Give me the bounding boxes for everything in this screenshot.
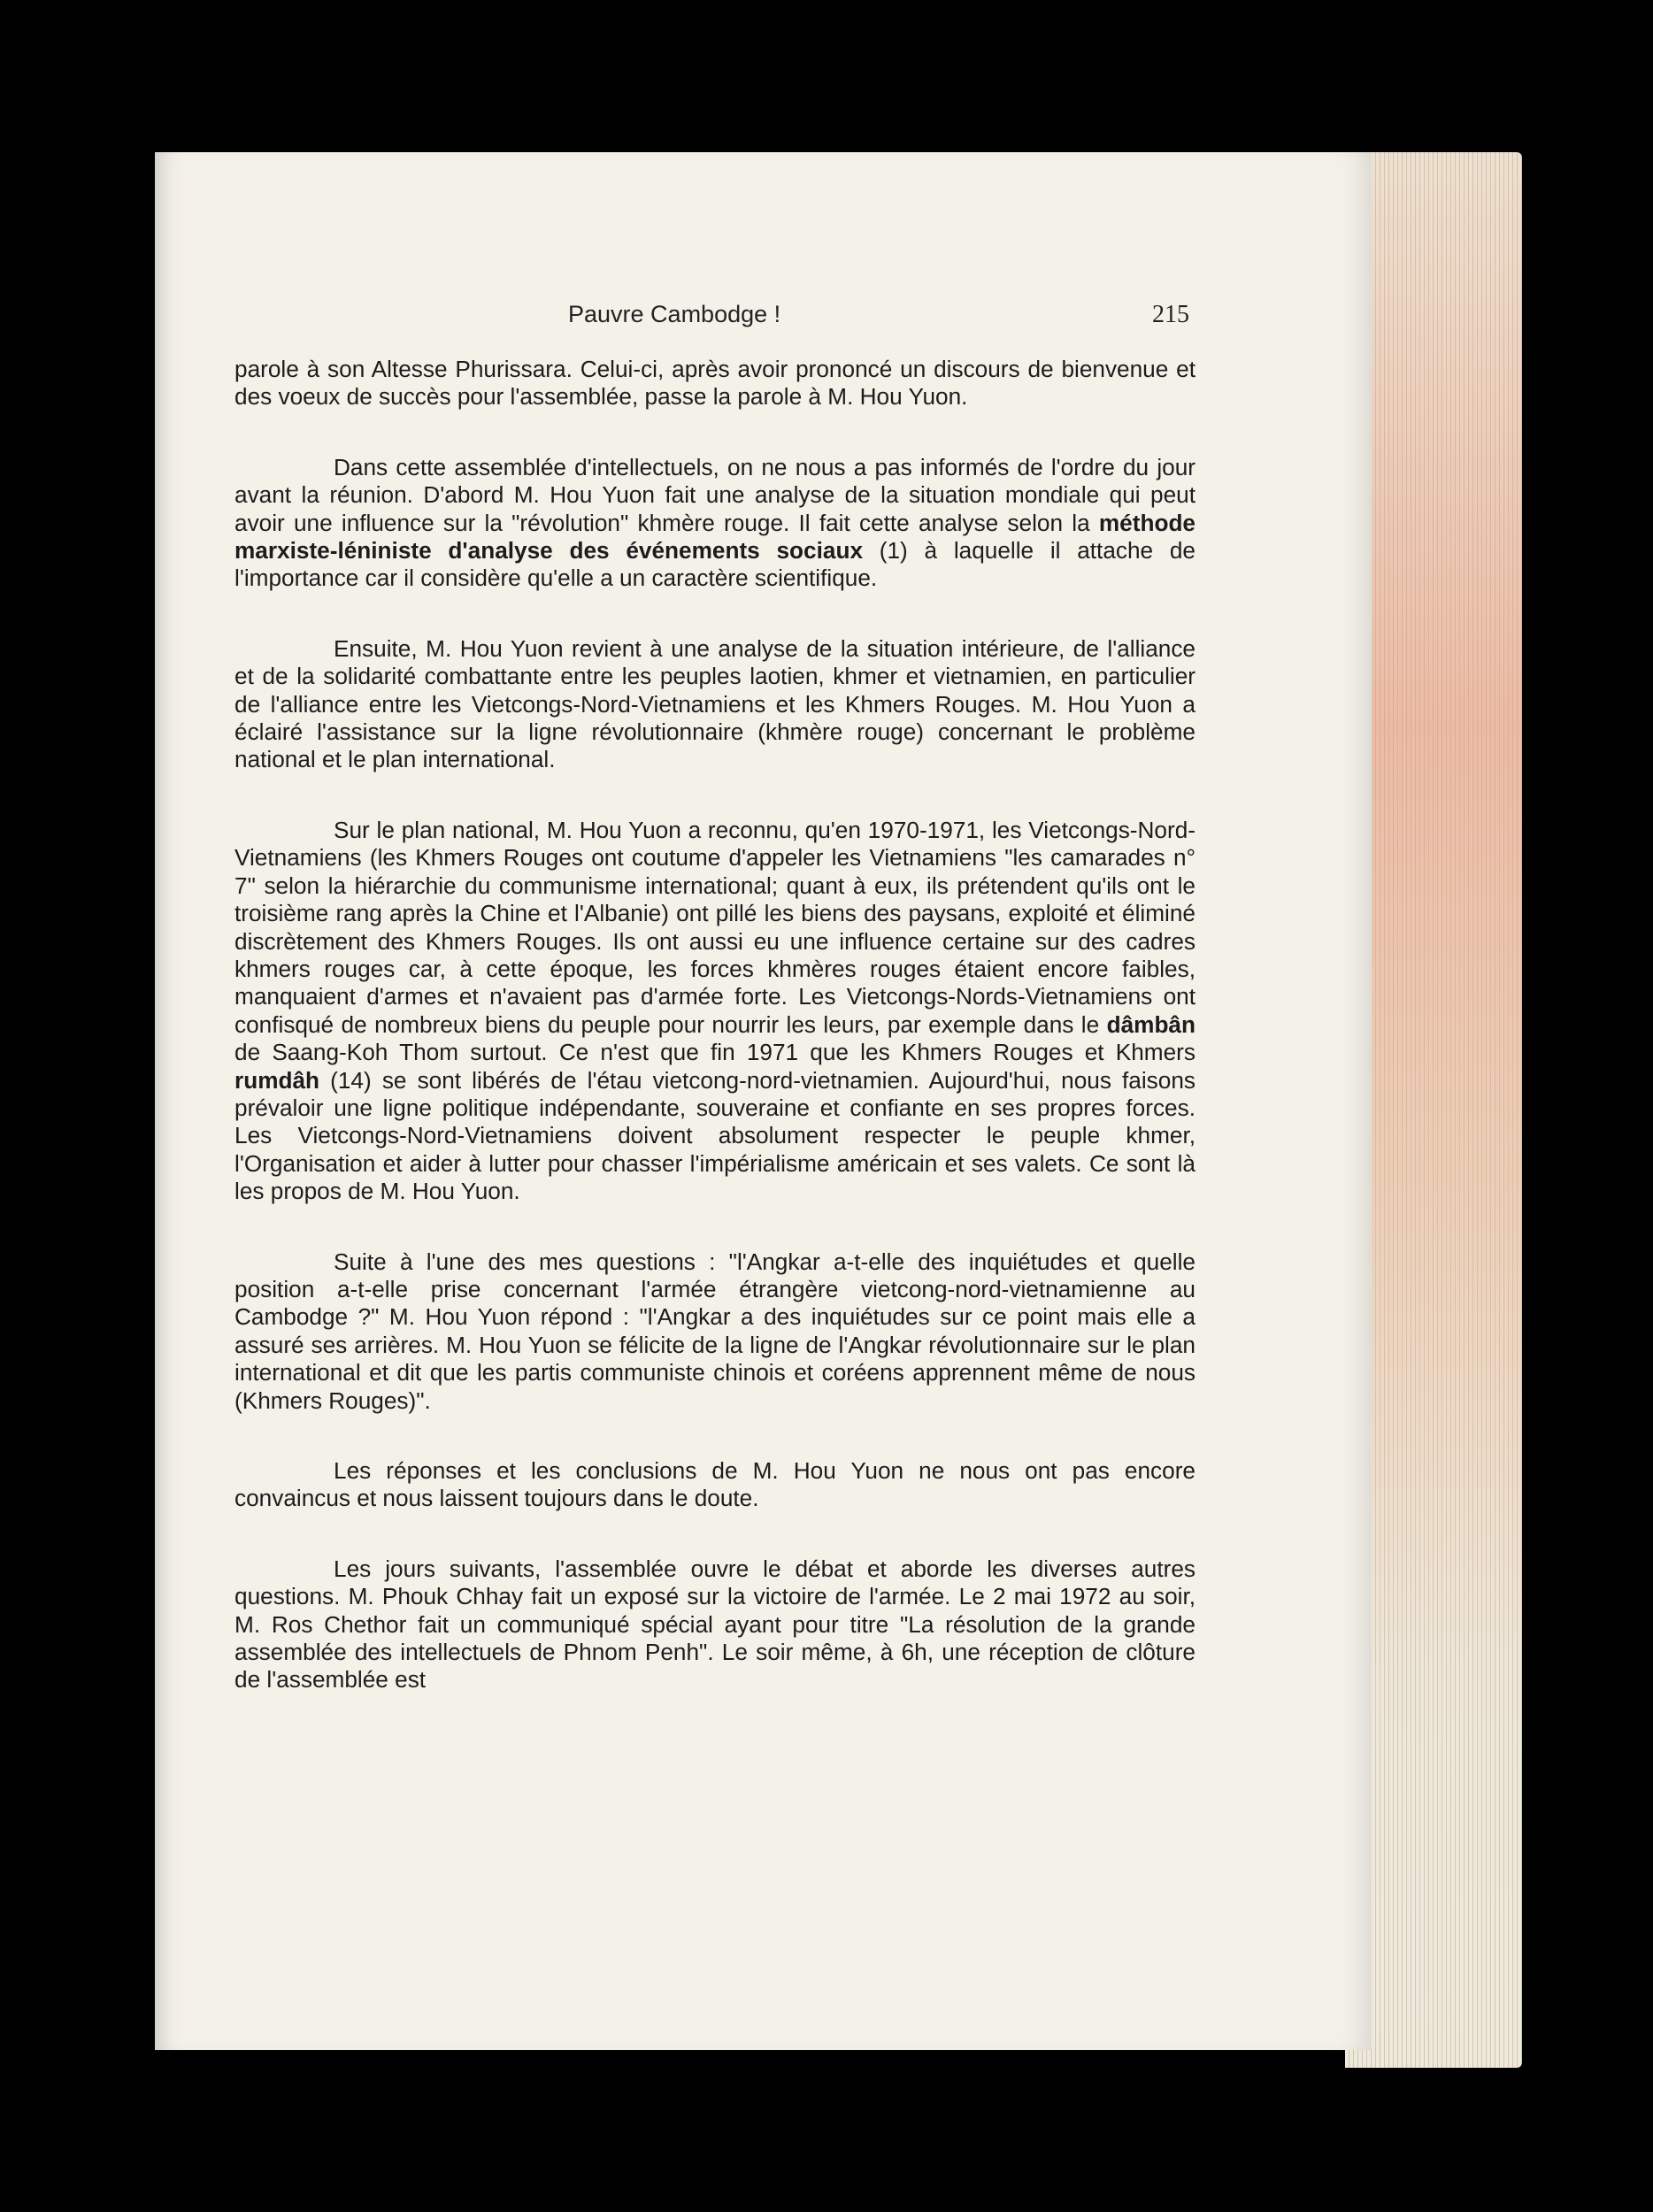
paragraph-text: Dans cette assemblée d'intellectuels, on ne nous a pas informés de l'ordre du jour avant la réunion. D'abord M. Hou Yuon fait une analyse de la situation mondiale qui peut avoir une influence sur la "révolution" khmère rouge. Il fait cette analyse selon la <box>234 453 1196 536</box>
paragraph <box>234 1457 1196 1513</box>
page-edges-tint <box>1345 152 1522 2068</box>
page-number: 215 <box>1152 301 1189 328</box>
paragraph <box>234 1248 1196 1415</box>
running-title: Pauvre Cambodge ! <box>568 301 781 327</box>
paragraph-text: Ensuite, M. Hou Yuon revient à une analyse de la situation intérieure, de l'alliance et de la solidarité combattante entre les peuples laotien, khmer et vietnamien, en particulier de l'alliance entre les Vietcongs-Nord-Vietnamiens et les Khmers Rouges. M. Hou Yuon a éclairé l'assistance sur la ligne révolutionnaire (khmère rouge) concernant le problème national et le plan international. <box>234 634 1196 773</box>
paragraph-text: Suite à l'une des mes questions : "l'Angkar a-t-elle des inquiétudes et quelle position a-t-elle prise concernant l'armée étrangère vietcong-nord-vietnamienne au Cambodge ?" M. Hou Yuon répond : "l'Angkar a des inquiétudes sur ce point mais elle a assuré ses arrières. M. Hou Yuon se félicite de la ligne de l'Angkar révolutionnaire sur le plan international et dit que les partis communiste chinois et coréens apprennent même de nous (Khmers Rouges)". <box>234 1248 1196 1414</box>
paragraph-text: (14) se sont libérés de l'étau vietcong-nord-vietnamien. Aujourd'hui, nous faisons prévaloir une ligne politique indépendante, souveraine et confiante en ses propres forces. Les Vietcongs-Nord-Vietnamiens doivent absolument respecter le peuple khmer, l'Organisation et aider à lutter pour chasser l'impérialisme américain et ses valets. Ce sont là les propos de M. Hou Yuon. <box>234 1066 1196 1205</box>
paragraph-text: Les jours suivants, l'assemblée ouvre le débat et aborde les diverses autres questions. M. Phouk Chhay fait un exposé sur la victoire de l'armée. Le 2 mai 1972 au soir, M. Ros Chethor fait un communiqué spécial ayant pour titre "La résolution de la grande assemblée des intellectuels de Phnom Penh". Le soir même, à 6h, une réception de clôture de l'assemblée est <box>234 1555 1196 1694</box>
paragraph <box>234 356 1196 411</box>
bold-term: rumdâh <box>234 1066 320 1094</box>
paragraph-text: Sur le plan national, M. Hou Yuon a reconnu, qu'en 1970-1971, les Vietcongs-Nord-Vietnamiens (les Khmers Rouges ont coutume d'appeler les Vietnamiens "les camarades n° 7" selon la hiérarchie du communisme international; quant à eux, ils prétendent qu'ils ont le troisième rang après la Chine et l'Albanie) ont pillé les biens des paysans, exploité et éliminé discrètement des Khmers Rouges. Ils ont aussi eu une influence certaine sur des cadres khmers rouges car, à cette époque, les forces khmères rouges étaient encore faibles, manquaient d'armes et n'avaient pas d'armée forte. Les Vietcongs-Nords-Vietnamiens ont confisqué de nombreux biens du peuple pour nourrir les leurs, par exemple dans le <box>234 816 1196 1038</box>
paragraph <box>234 635 1196 774</box>
paragraph <box>234 817 1196 1206</box>
paragraph-text: parole à son Altesse Phurissara. Celui-ci, après avoir prononcé un discours de bienvenue et des voeux de succès pour l'assemblée, passe la parole à M. Hou Yuon. <box>234 356 1196 411</box>
bold-term: dâmbân <box>1106 1010 1196 1038</box>
paragraph <box>234 454 1196 593</box>
bold-term: méthode marxiste-léniniste d'analyse des événements sociaux <box>234 509 1196 565</box>
running-head <box>0 301 1653 336</box>
paragraph-text: Les réponses et les conclusions de M. Hou Yuon ne nous ont pas encore convaincus et nous laissent toujours dans le doute. <box>234 1457 1196 1512</box>
paragraph-text: de Saang-Koh Thom surtout. Ce n'est que fin 1971 que les Khmers Rouges et Khmers <box>234 1039 1196 1066</box>
body-text <box>234 356 1196 1737</box>
paragraph <box>234 1555 1196 1694</box>
paragraph-text: (1) à laquelle il attache de l'importance car il considère qu'elle a un caractère scientifique. <box>234 537 1196 592</box>
